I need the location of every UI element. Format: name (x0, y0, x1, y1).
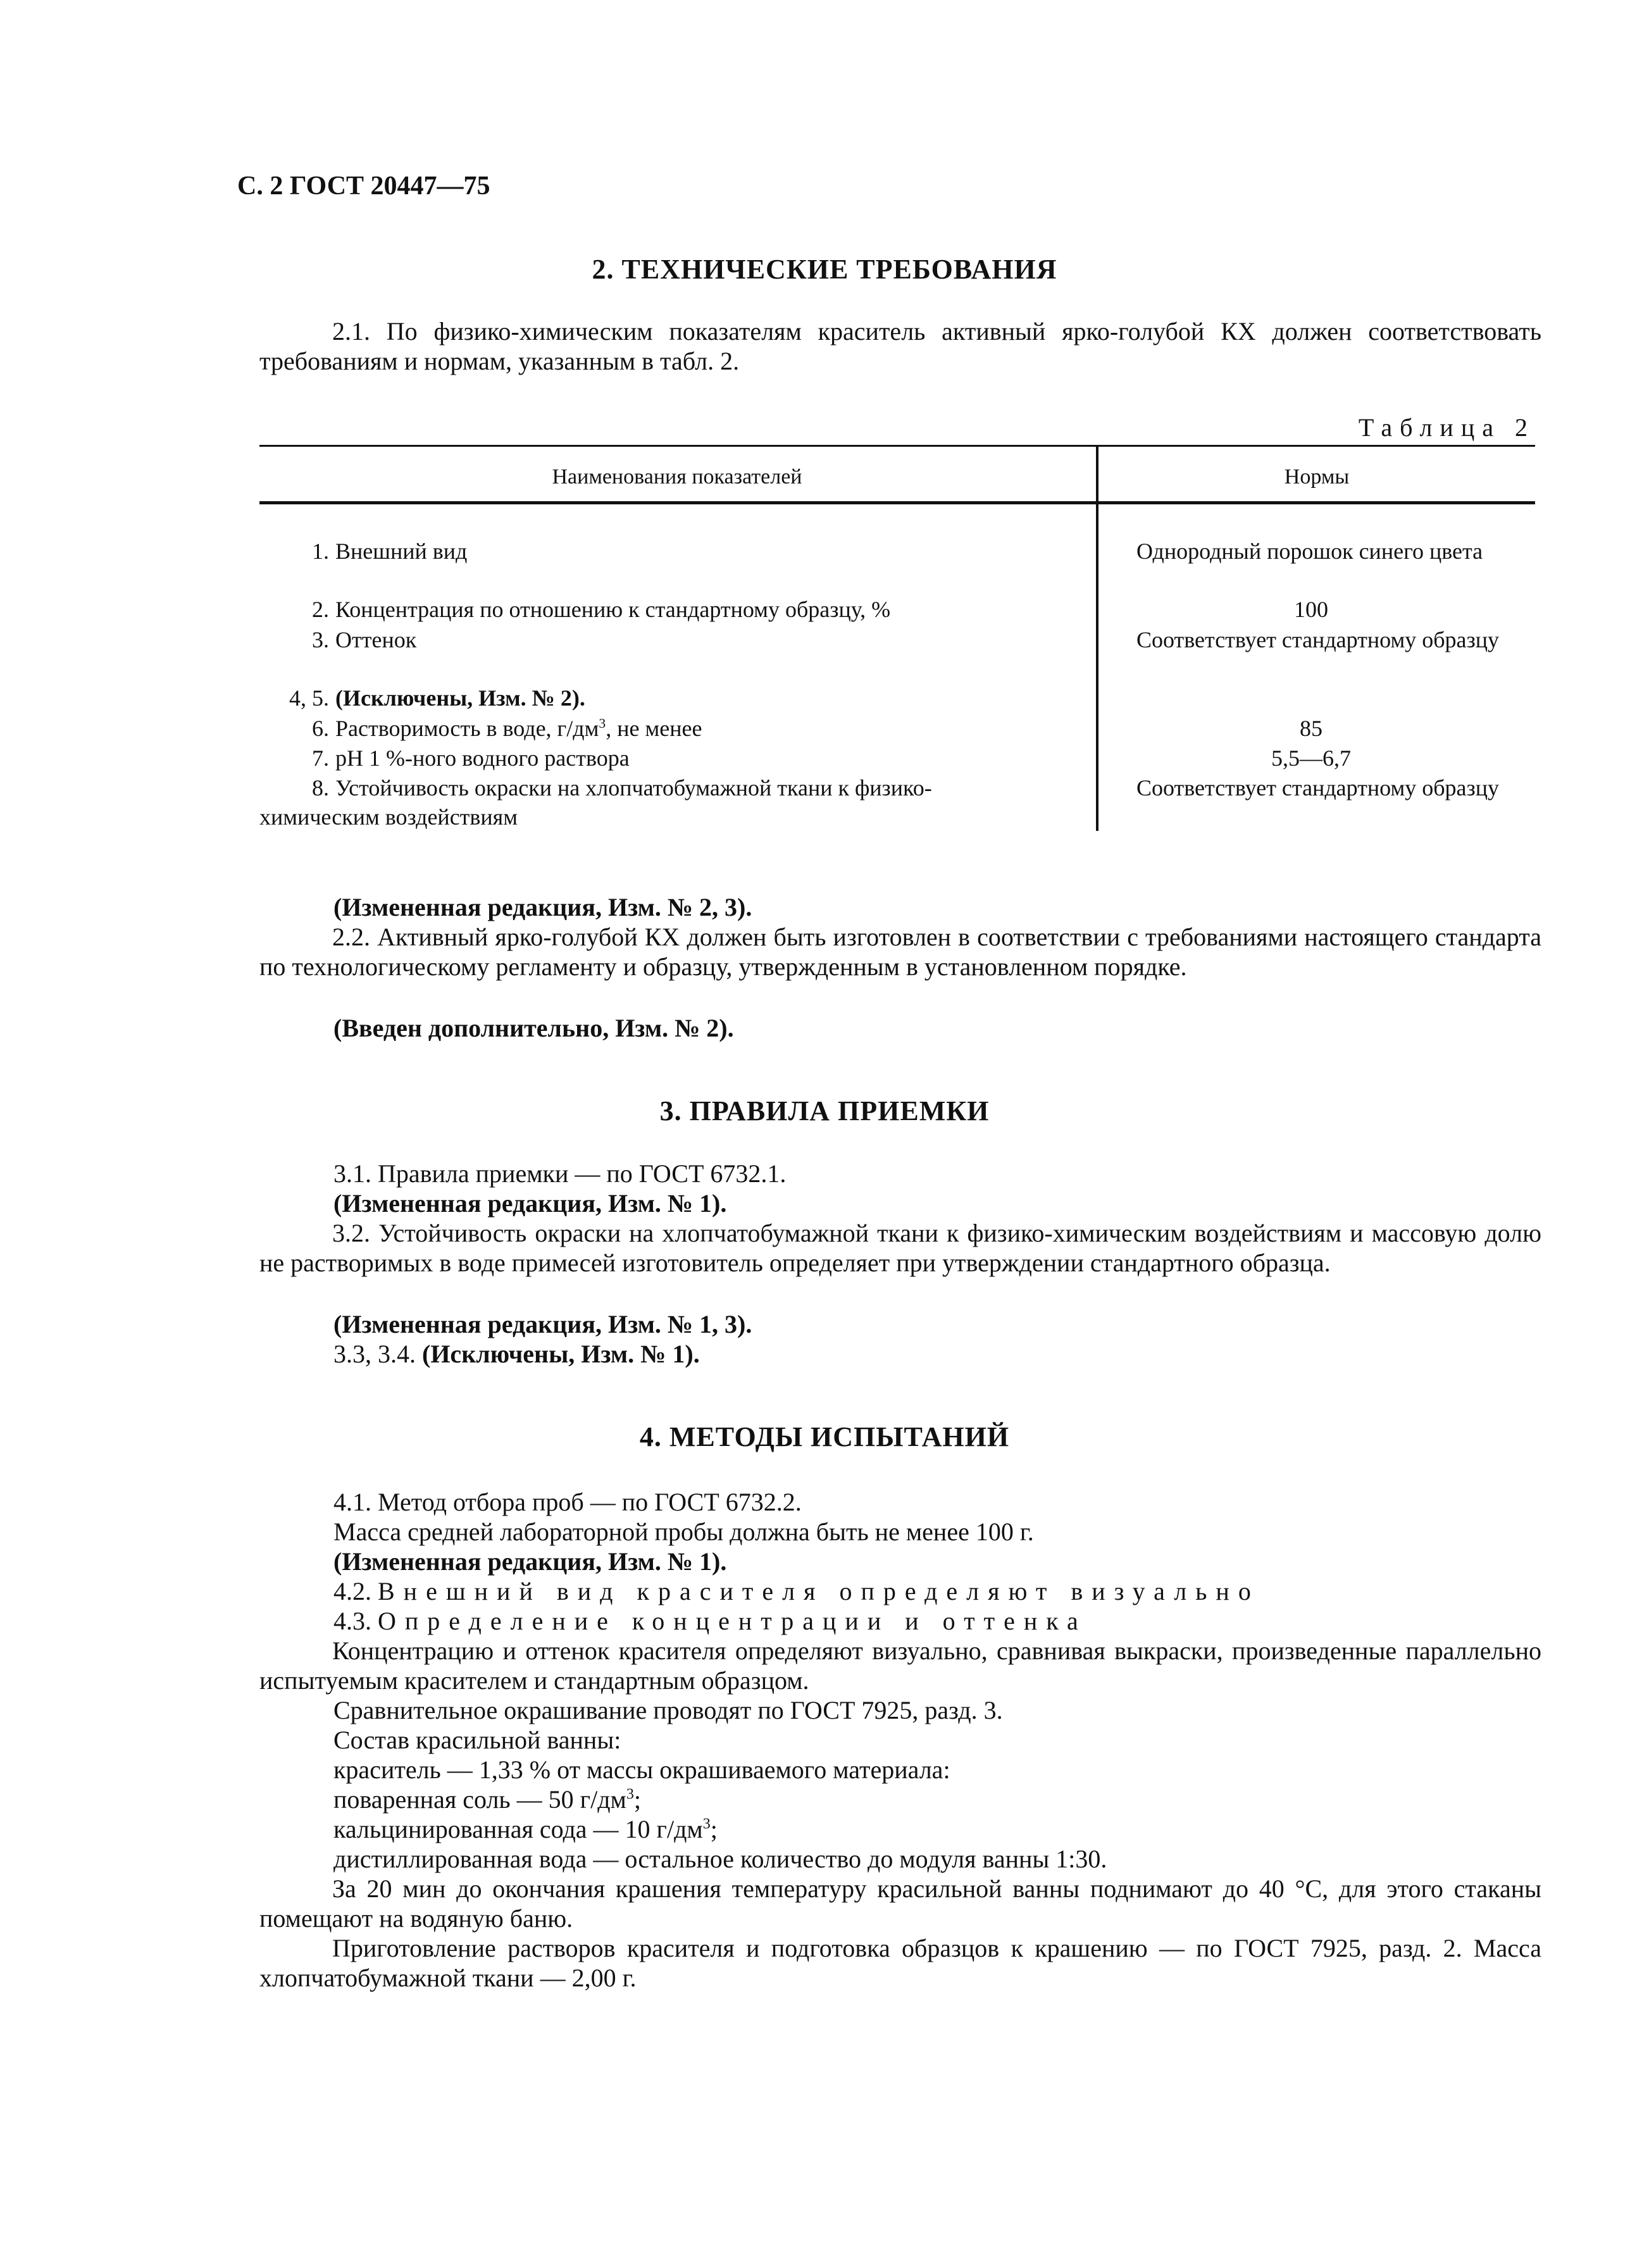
bath-dye: краситель — 1,33 % от массы окрашиваемого материала: (333, 1755, 950, 1784)
table-row-7-name: 7. рН 1 %-ного водного раствора (312, 745, 630, 771)
section-2-title: 2. ТЕХНИЧЕСКИЕ ТРЕБОВАНИЯ (592, 254, 1057, 285)
table-row-3-name: 3. Оттенок (312, 627, 417, 652)
table-row-2-norm: 100 (1294, 597, 1328, 622)
table-row-4-5-name: 4, 5. (Исключены, Изм. № 2). (289, 685, 585, 711)
table-row-1-name: 1. Внешний вид (312, 539, 468, 564)
table-row-8-name: 8. Устойчивость окраски на хлопчатобумажной ткани к физико- химическим воздействиям (259, 775, 932, 830)
paragraph-3-2: 3.2. Устойчивость окраски на хлопчатобумажной ткани к физико-химическим воздействиям и массовую долю не растворимых в воде примесей изготовитель определяет при утверждении стандартного образца. (259, 1219, 1541, 1277)
note-amended-1: (Измененная редакция, Изм. № 1). (333, 1189, 727, 1218)
note-introduced-2: (Введен дополнительно, Изм. № 2). (333, 1014, 734, 1042)
table-header-name: Наименования показателей (552, 465, 802, 489)
table-row-1-norm: Однородный порошок синего цвета (1136, 539, 1483, 564)
paragraph-2-2: 2.2. Активный ярко-голубой КХ должен быть изготовлен в соответствии с требованиями настоящего стандарта по технологическому регламенту и образцу, утвержденным в установленном порядке. (259, 923, 1541, 981)
paragraph-3-1: 3.1. Правила приемки — по ГОСТ 6732.1. (333, 1159, 787, 1188)
paragraph-4-3-compare: Сравнительное окрашивание проводят по ГОСТ 7925, разд. 3. (333, 1696, 1003, 1724)
table-row-6-norm: 85 (1300, 716, 1322, 741)
paragraph-4-1-mass: Масса средней лабораторной пробы должна быть не менее 100 г. (333, 1517, 1034, 1546)
page-header: С. 2 ГОСТ 20447—75 (237, 171, 490, 201)
table-row-3-norm: Соответствует стандартному образцу (1136, 627, 1500, 652)
paragraph-4-3-body: Концентрацию и оттенок красителя определяют визуально, сравнивая выкраски, произведенные параллельно испытуемым красителем и стандартным образцом. (259, 1636, 1541, 1695)
note-amended-1-3: (Измененная редакция, Изм. № 1, 3). (333, 1310, 752, 1338)
note-amended-4-1: (Измененная редакция, Изм. № 1). (333, 1547, 727, 1576)
paragraph-3-3-3-4: 3.3, 3.4. (Исключены, Изм. № 1). (333, 1340, 700, 1368)
bath-composition-title: Состав красильной ванны: (333, 1726, 621, 1754)
paragraph-preparation: Приготовление растворов красителя и подготовка образцов к крашению — по ГОСТ 7925, разд. 2. Масса хлопчатобумажной ткани — 2,00 г. (259, 1934, 1541, 1992)
paragraph-2-1: 2.1. По физико-химическим показателям краситель активный ярко-голубой КХ должен соответствовать требованиям и нормам, указанным в табл. 2. (259, 317, 1541, 375)
paragraph-4-1: 4.1. Метод отбора проб — по ГОСТ 6732.2. (333, 1488, 802, 1516)
bath-soda: кальцинированная сода — 10 $г/дм^3$; (333, 1815, 718, 1843)
section-3-title: 3. ПРАВИЛА ПРИЕМКИ (659, 1095, 990, 1126)
table-row-7-norm: 5,5—6,7 (1271, 745, 1351, 771)
paragraph-4-2: 4.2. Внешний вид красителя определяют визуально (333, 1577, 1260, 1605)
bath-salt: поваренная соль — 50 $г/дм^3$; (333, 1785, 641, 1814)
paragraph-4-3-heading: 4.3. Определение концентрации и оттенка (333, 1607, 1087, 1635)
section-4-title: 4. МЕТОДЫ ИСПЫТАНИЙ (639, 1421, 1010, 1452)
table-row-2-name: 2. Концентрация по отношению к стандартному образцу, % (312, 597, 891, 622)
table-column-divider (1096, 445, 1098, 831)
table-header-rule (259, 501, 1535, 504)
note-amended-2-3: (Измененная редакция, Изм. № 2, 3). (333, 893, 752, 921)
table-top-rule (259, 445, 1535, 447)
table-row-6-name: 6. Растворимость в воде, $г/дм^3$, не менее (312, 716, 702, 741)
table-caption: Таблица 2 (1358, 413, 1535, 442)
table-header-norm: Нормы (1284, 465, 1350, 489)
paragraph-temperature: За 20 мин до окончания крашения температуру красильной ванны поднимают до 40 °С, для этого стаканы помещают на водяную баню. (259, 1874, 1541, 1933)
bath-water: дистиллированная вода — остальное количество до модуля ванны 1:30. (333, 1845, 1107, 1873)
table-row-8-norm: Соответствует стандартному образцу (1136, 775, 1500, 801)
